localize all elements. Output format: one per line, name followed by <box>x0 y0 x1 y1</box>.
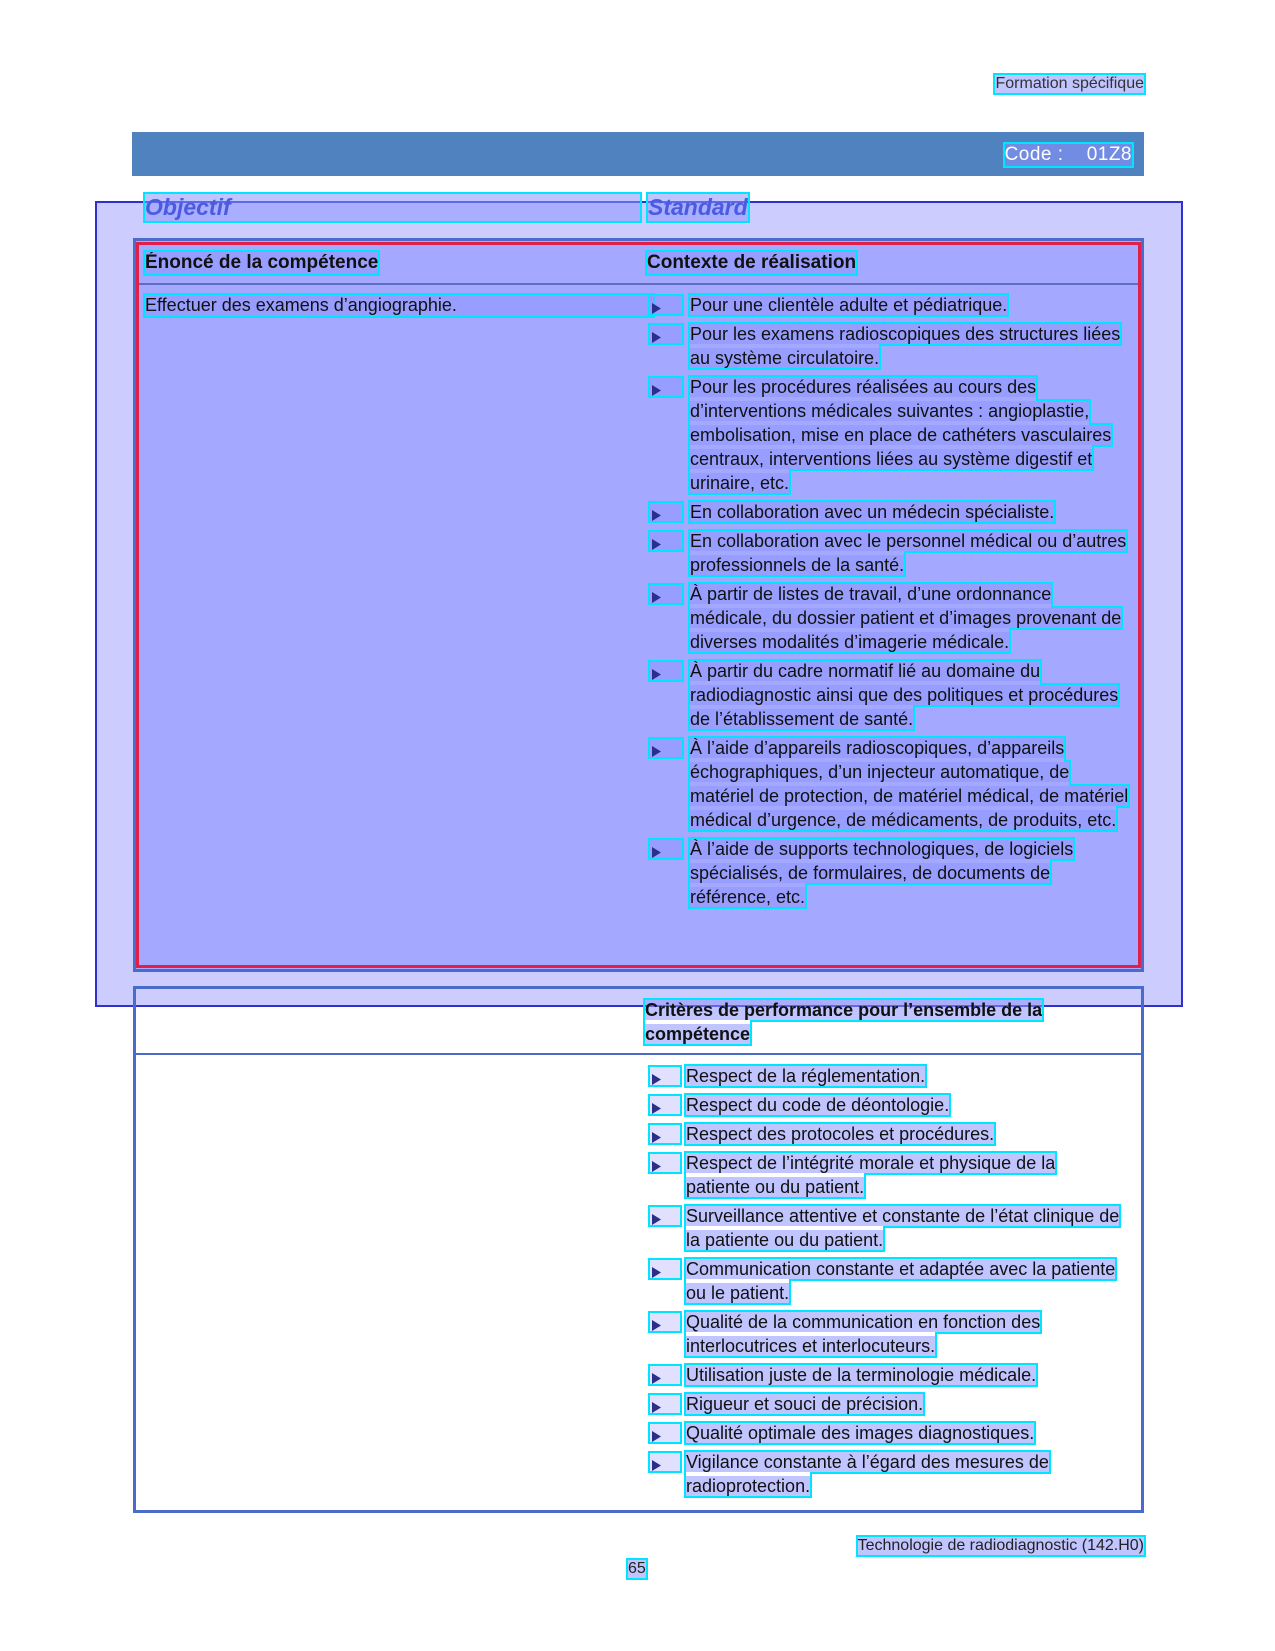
bullet-icon <box>650 1395 680 1413</box>
bullet-icon <box>650 503 682 521</box>
statement-title: Énoncé de la compétence <box>145 252 379 273</box>
bullet-icon <box>650 1366 680 1384</box>
list-item <box>650 1310 1120 1358</box>
criteria-divider <box>136 1053 1141 1055</box>
bullet-icon <box>650 1424 680 1442</box>
list-item <box>650 1257 1120 1305</box>
context-item-text: Pour les procédures réalisées au cours des d’interventions médicales suivantes : angioplastie, embolisation, mise en place de cathéters vasculaires centraux, interventions liées au système digestif et urinaire, etc. <box>690 377 1112 493</box>
context-item-text: En collaboration avec un médecin spécialiste. <box>690 502 1055 522</box>
criteria-item-text: Communication constante et adaptée avec la patiente ou le patient. <box>686 1259 1116 1303</box>
context-item-text: À partir du cadre normatif lié au domaine du radiodiagnostic ainsi que des politiques et procédures de l’établissement de santé. <box>690 661 1119 729</box>
list-item <box>650 1064 1120 1088</box>
bullet-icon <box>650 532 682 550</box>
criteria-item-text: Rigueur et souci de précision. <box>686 1394 924 1414</box>
list-item <box>650 659 1130 731</box>
list-item <box>650 1204 1120 1252</box>
list-item <box>650 736 1130 832</box>
criteria-item-text: Respect de l’intégrité morale et physique de la patiente ou du patient. <box>686 1153 1056 1197</box>
program-name: Technologie de radiodiagnostic (142.H0) <box>857 1537 1144 1554</box>
bullet-icon <box>650 1067 680 1085</box>
bullet-icon <box>650 662 682 680</box>
criteria-title-text: Critères de performance pour l’ensemble de la compétence <box>645 1000 1043 1044</box>
bullet-icon <box>650 1207 680 1225</box>
bullet-icon <box>650 1154 680 1172</box>
bullet-icon <box>650 296 682 314</box>
bullet-icon <box>650 325 682 343</box>
competence-divider <box>139 283 1138 285</box>
list-item <box>650 1450 1120 1498</box>
code-label-text: Code : <box>1004 144 1064 165</box>
context-item-text: À l’aide de supports technologiques, de logiciels spécialisés, de formulaires, de documents de référence, etc. <box>690 839 1074 907</box>
list-item <box>650 1392 1120 1416</box>
context-item-text: En collaboration avec le personnel médical ou d’autres professionnels de la santé. <box>690 531 1127 575</box>
context-item-text: À l’aide d’appareils radioscopiques, d’appareils échographiques, d’un injecteur automatique, de matériel de protection, de matériel médical, de matériel médical d’urgence, de médicaments, de produits, etc. <box>690 738 1129 830</box>
list-item <box>650 1093 1120 1117</box>
criteria-item-text: Respect des protocoles et procédures. <box>686 1124 995 1144</box>
bullet-icon <box>650 1096 680 1114</box>
list-item <box>650 1421 1120 1445</box>
criteria-item-text: Surveillance attentive et constante de l’état clinique de la patiente ou du patient. <box>686 1206 1120 1250</box>
criteria-item-text: Utilisation juste de la terminologie médicale. <box>686 1365 1037 1385</box>
criteria-item-text: Qualité optimale des images diagnostiques. <box>686 1423 1035 1443</box>
criteria-list <box>650 1064 1120 1503</box>
bullet-icon <box>650 585 682 603</box>
objective-heading: Objectif <box>145 194 640 221</box>
bullet-icon <box>650 378 682 396</box>
code-bar <box>132 132 1144 176</box>
list-item <box>650 1122 1120 1146</box>
competence-statement: Effectuer des examens d’angiographie. <box>145 295 653 316</box>
program-label: Formation spécifique <box>995 75 1144 92</box>
list-item <box>650 1363 1120 1387</box>
code-value: 01Z8 <box>1086 144 1132 165</box>
list-item <box>650 293 1130 317</box>
bullet-icon <box>650 840 682 858</box>
bullet-icon <box>650 739 682 757</box>
criteria-title <box>645 998 1105 1046</box>
code-label <box>1005 144 1132 166</box>
list-item <box>650 529 1130 577</box>
list-item <box>650 1151 1120 1199</box>
criteria-item-text: Vigilance constante à l’égard des mesures de radioprotection. <box>686 1452 1049 1496</box>
bullet-icon <box>650 1125 680 1143</box>
list-item <box>650 837 1130 909</box>
standard-heading: Standard <box>648 194 748 220</box>
criteria-item-text: Respect du code de déontologie. <box>686 1095 950 1115</box>
list-item <box>650 322 1130 370</box>
list-item <box>650 582 1130 654</box>
context-item-text: À partir de listes de travail, d’une ordonnance médicale, du dossier patient et d’images provenant de diverses modalités d’imagerie médicale. <box>690 584 1122 652</box>
list-item <box>650 375 1130 495</box>
criteria-item-text: Qualité de la communication en fonction des interlocutrices et interlocuteurs. <box>686 1312 1041 1356</box>
page-number: 65 <box>628 1560 646 1577</box>
context-title: Contexte de réalisation <box>647 252 857 273</box>
list-item <box>650 500 1130 524</box>
context-item-text: Pour une clientèle adulte et pédiatrique. <box>690 295 1008 315</box>
criteria-item-text: Respect de la réglementation. <box>686 1066 926 1086</box>
bullet-icon <box>650 1453 680 1471</box>
bullet-icon <box>650 1260 680 1278</box>
bullet-icon <box>650 1313 680 1331</box>
context-list <box>650 293 1130 914</box>
context-item-text: Pour les examens radioscopiques des structures liées au système circulatoire. <box>690 324 1121 368</box>
